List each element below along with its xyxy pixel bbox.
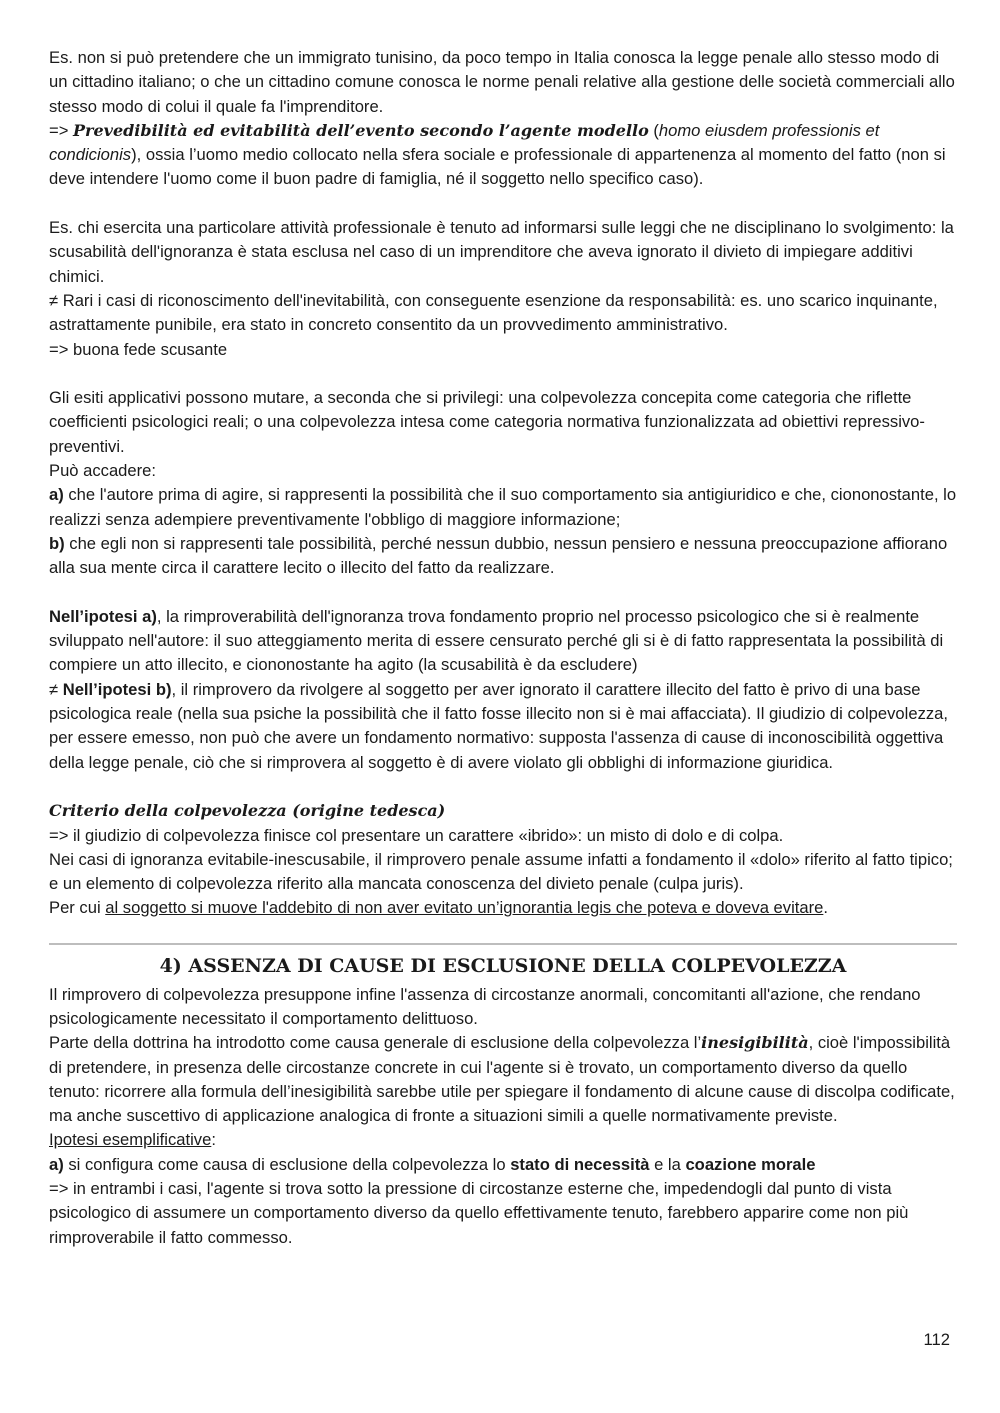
paragraph-ipotesi-b [49, 678, 957, 775]
paragraph-example-professional: Es. chi esercita una particolare attività professionale è tenuto ad informarsi sulle leggi che ne disciplinano lo svolgimento: la scusabilità dell'ignoranza è stata esclusa nel caso di un imprenditore che aveva ignorato il divieto di impiegare additivi chimici. [49, 218, 954, 286]
paragraph-ipotesi-a [49, 605, 957, 678]
per-cui-period: . [823, 898, 828, 918]
inesigibilita-term: inesigibilità [701, 1033, 809, 1053]
per-cui-prefix: Per cui [49, 898, 106, 918]
criterio-heading: Criterio della colpevolezza (origine tedesca) [49, 801, 446, 821]
paragraph-example-immigrant: Es. non si può pretendere che un immigrato tunisino, da poco tempo in Italia conosca la legge penale allo stesso modo di un cittadino italiano; o che un cittadino comune conosca le norme penali relative alla gestione delle società commerciali allo stesso modo di colui il quale fa l'imprenditore. [49, 48, 955, 116]
paragraph-puo-accadere: Può accadere: [49, 461, 157, 481]
open-paren: ( [648, 120, 659, 140]
arrow-marker: => [49, 120, 73, 140]
agente-modello-text: ), ossia l’uomo medio collocato nella sfera sociale e professionale di appartenenza al momento del fatto (non si deve intendere l'uomo come il buon padre di famiglia, né il soggetto nello specifico caso). [49, 145, 946, 189]
section-case-a-text2: e la [649, 1154, 686, 1174]
underlined-addebito: al soggetto si muove l'addebito di non aver evitato un’ignorantia legis che poteva e doveva evitare [105, 898, 824, 918]
paragraph-per-cui [49, 896, 957, 920]
neq-symbol: ≠ [49, 679, 63, 699]
paragraph-ignoranza-evitabile: Nei casi di ignoranza evitabile-inescusabile, il rimprovero penale assume infatti a fondamento il «dolo» riferito al fatto tipico; e un elemento di colpevolezza riferito alla mancata conoscenza del divieto penale (culpa juris). [49, 849, 953, 894]
case-b-text: che egli non si rappresenti tale possibilità, perché nessun dubbio, nessun pensiero e nessuna preoccupazione affiorano alla sua mente circa il carattere lecito o illecito del fatto da realizzare. [49, 533, 948, 578]
paragraph-inesigibilita [49, 1031, 957, 1128]
section-case-a-label: a) [49, 1154, 64, 1174]
case-a-label: a) [49, 485, 64, 505]
paragraph-case-a [49, 483, 957, 532]
ipotesi-esemplificative-label: Ipotesi esemplificative [49, 1130, 212, 1150]
ipotesi-colon: : [211, 1130, 216, 1150]
paragraph-esiti-applicativi: Gli esiti applicativi possono mutare, a seconda che si privilegi: una colpevolezza concepita come categoria che riflette coefficienti psicologici reali; o una colpevolezza intesa come categoria normativa funzionalizzata ad obiettivi repressivo-preventivi. [49, 388, 925, 456]
section-divider [49, 943, 957, 945]
ipotesi-a-label: Nell’ipotesi a) [49, 606, 157, 626]
paragraph-entrambi-i-casi: => in entrambi i casi, l'agente si trova sotto la pressione di circostanze esterne che, impedendogli dal punto di vista psicologico di assumere un comportamento diverso da quello effettivamente tenuto, farebbero apparire come non più rimproverabile il fatto commesso. [49, 1179, 909, 1247]
paragraph-rimprovero: Il rimprovero di colpevolezza presuppone infine l'assenza di circostanze anormali, concomitanti all'azione, che rendano psicologicamente necessitato il comportamento delittuoso. [49, 984, 921, 1028]
section-case-a-text1: si configura come causa di esclusione della colpevolezza lo [63, 1154, 511, 1174]
section-title: 4) ASSENZA DI CAUSE DI ESCLUSIONE DELLA COLPEVOLEZZA [159, 954, 847, 977]
case-b-label: b) [49, 533, 65, 553]
paragraph-section-case-a [49, 1153, 957, 1177]
stato-di-necessita: stato di necessità [510, 1154, 650, 1174]
page-number: 112 [923, 1330, 950, 1349]
document-page [49, 46, 957, 1250]
case-a-text: che l'autore prima di agire, si rappresenti la possibilità che il suo comportamento sia antigiuridico e che, ciononostante, lo realizzi senza adempiere preventivamente l'obbligo di maggiore informazione; [49, 485, 957, 529]
paragraph-carattere-ibrido: => il giudizio di colpevolezza finisce col presentare un carattere «ibrido»: un misto di dolo e di colpa. [49, 825, 784, 845]
inesigibilita-pre: Parte della dottrina ha introdotto come causa generale di esclusione della colpevolezza l’ [49, 1033, 702, 1053]
inesigibilita-post: , cioè l'impossibilità di pretendere, in presenza delle circostanze concrete in cui l'agente si è trovato, un comportamento diverso da quello tenuto: ricorrere alla formula dell’inesigibilità sarebbe utile per spiegare il fondamento di alcune cause di discolpa codificate, ma anche suscettivo di applicazione analogica di fronte a situazioni simili a quelle normativamente previste. [49, 1033, 955, 1126]
paragraph-ipotesi-esemplificative [49, 1128, 957, 1152]
latin-phrase: homo eiusdem professionis et condicionis [49, 120, 880, 165]
agente-modello-heading: Prevedibilità ed evitabilità dell’evento secondo l’agente modello [73, 120, 649, 140]
coazione-morale: coazione morale [685, 1154, 816, 1174]
ipotesi-b-text: , il rimprovero da rivolgere al soggetto per aver ignorato il carattere illecito del fatto è privo di una base psicologica reale (nella sua psiche la possibilità che il fatto fosse illecito non si è mai affacciata). Il giudizio di colpevolezza, per essere emesso, non può che avere un fondamento normativo: supposta l'assenza di cause di inconoscibilità oggettiva della legge penale, ciò che si rimprovera al soggetto è di avere violato gli obblighi di informazione giuridica. [49, 679, 948, 772]
paragraph-agente-modello [49, 119, 957, 192]
ipotesi-a-text: , la rimproverabilità dell'ignoranza trova fondamento proprio nel processo psicologico che si è realmente sviluppato nell'autore: il suo atteggiamento merita di essere censurato perché gli si è di fatto rappresentata la possibilità di compiere un atto illecito, e ciononostante ha agito (la scusabilità è da escludere) [49, 606, 944, 675]
paragraph-case-b [49, 532, 957, 581]
paragraph-buona-fede: => buona fede scusante [49, 339, 228, 359]
ipotesi-b-label: Nell’ipotesi b) [62, 679, 172, 699]
paragraph-rare-cases: ≠ Rari i casi di riconoscimento dell'inevitabilità, con conseguente esenzione da responsabilità: es. uno scarico inquinante, astrattamente punibile, era stato in concreto consentito da un provvedimento amministrativo. [49, 290, 938, 335]
